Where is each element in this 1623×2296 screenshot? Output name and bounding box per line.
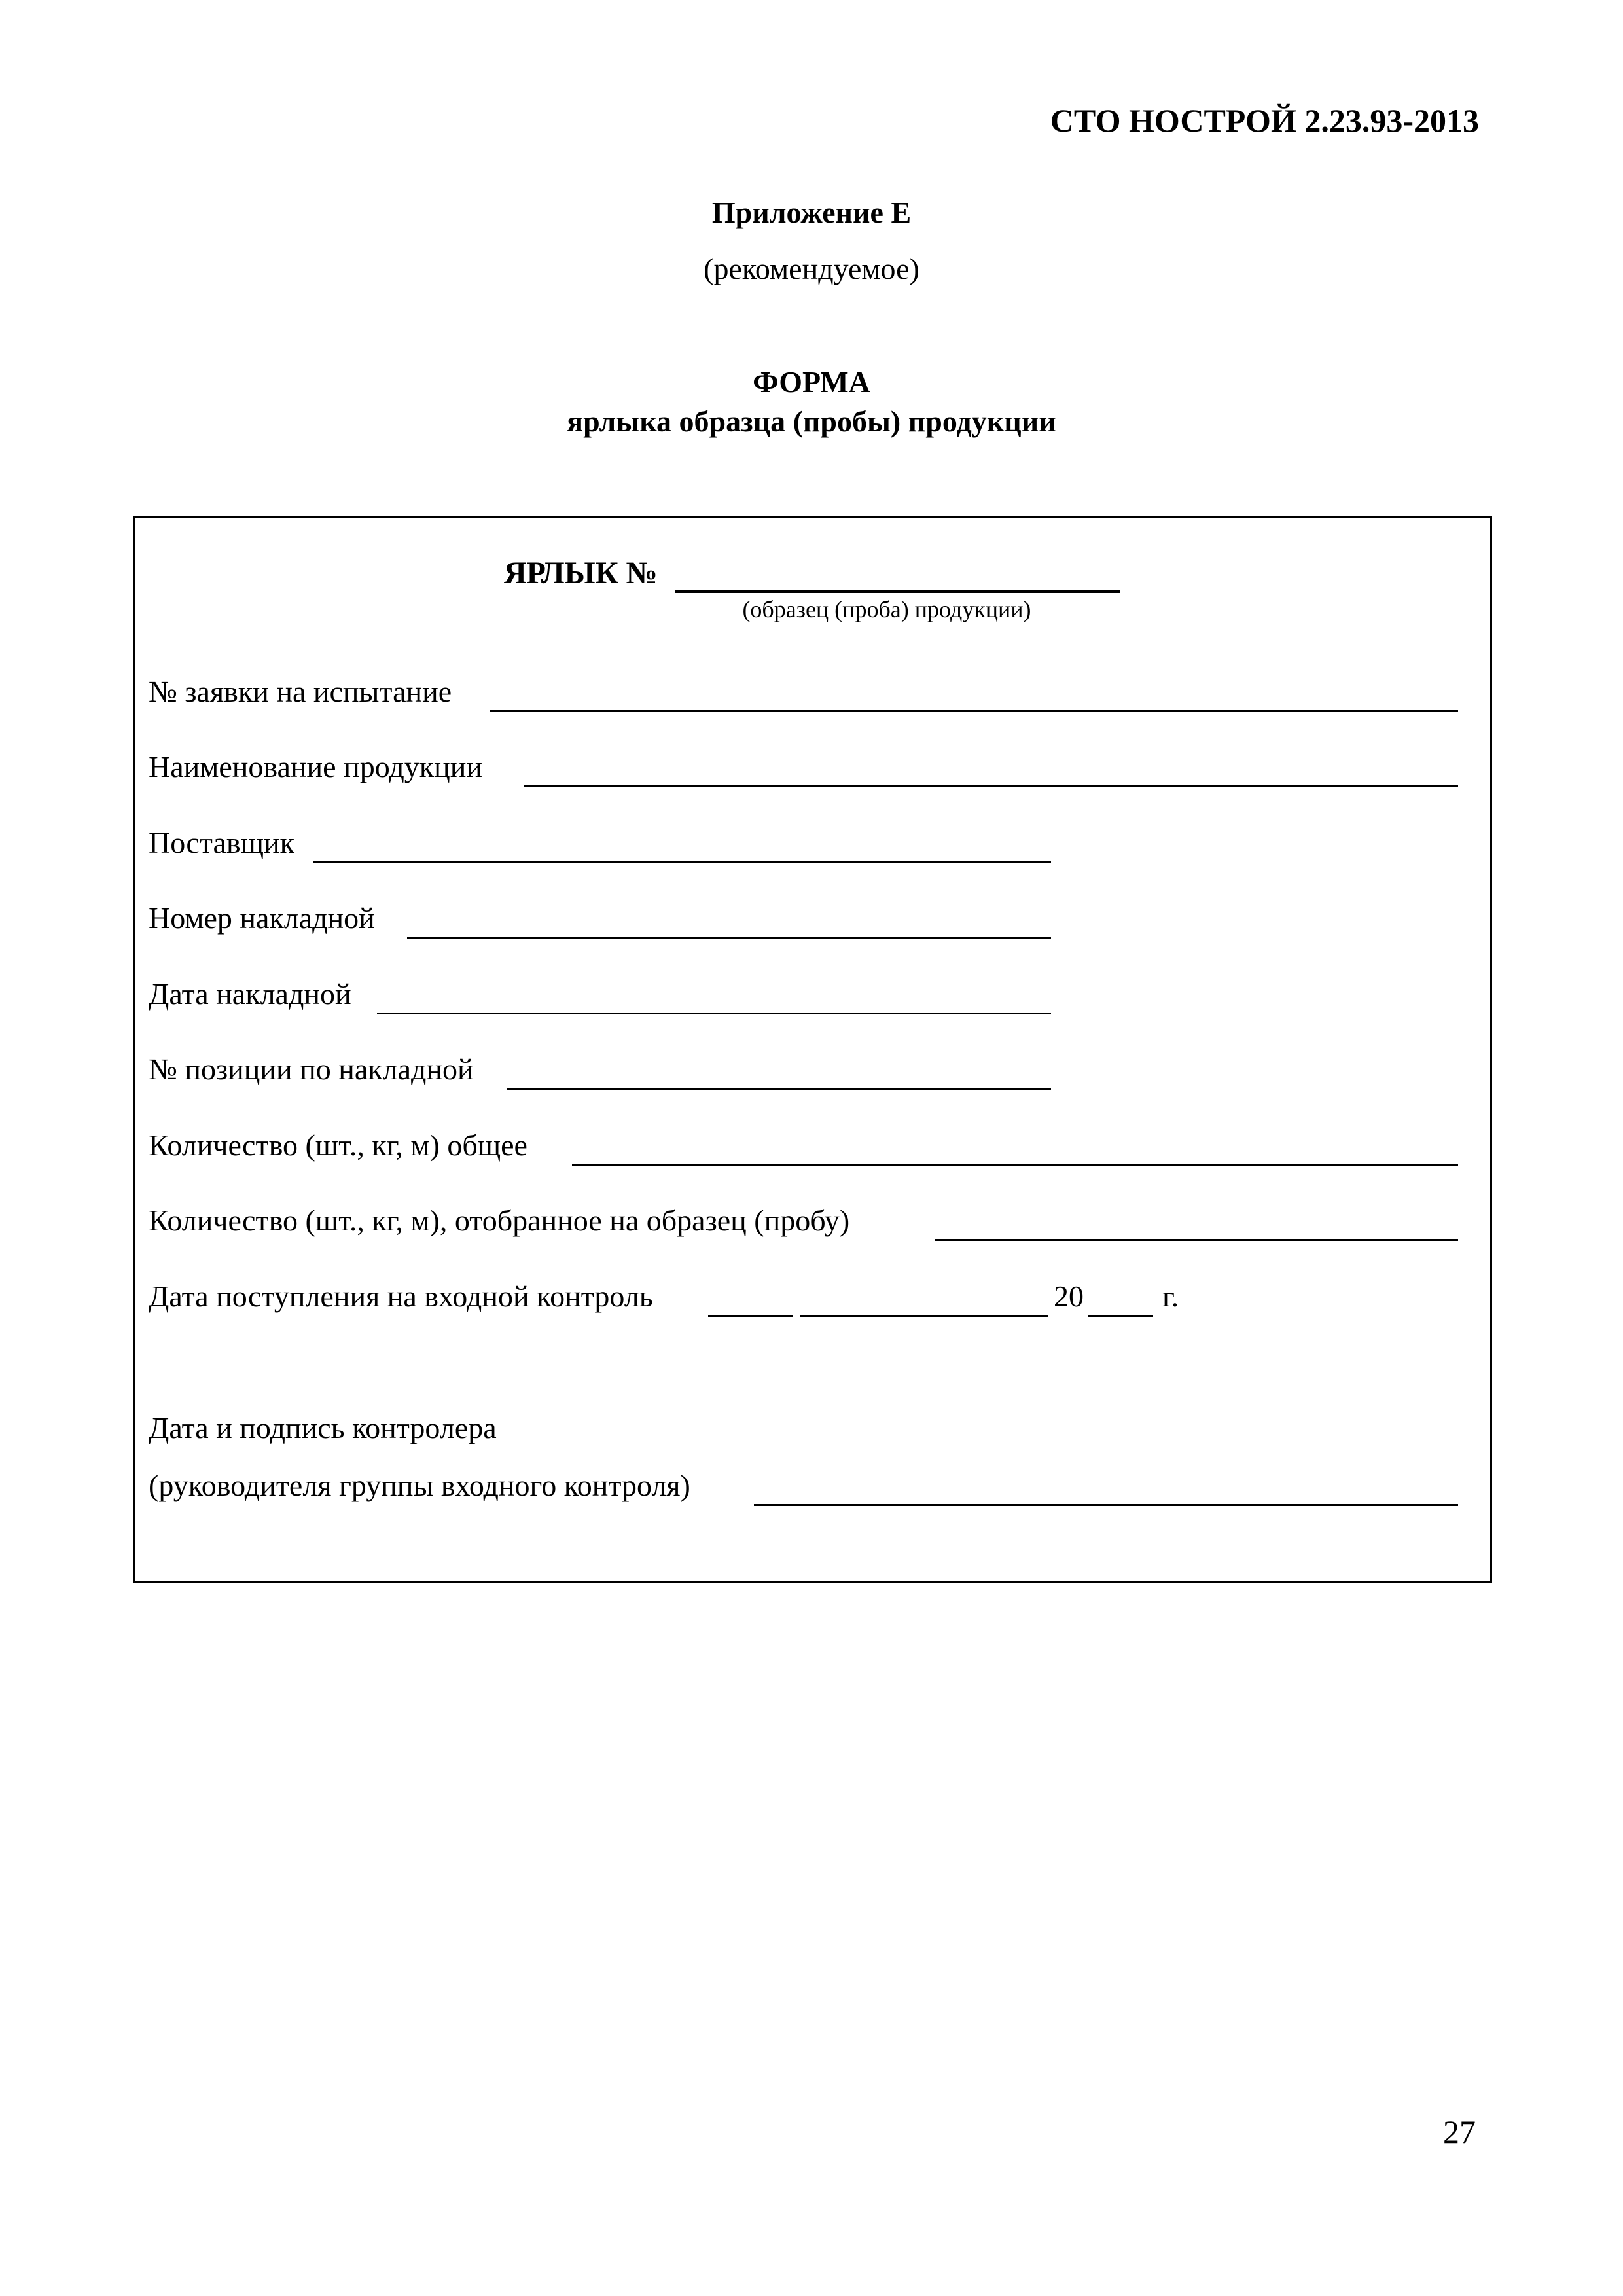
receipt-date-label: Дата поступления на входной контроль	[149, 1280, 653, 1313]
receipt-month-line[interactable]	[800, 1315, 1048, 1317]
form-title: ФОРМА	[753, 365, 870, 399]
invoice-number-label: Номер накладной	[149, 901, 375, 935]
label-caption: (образец (проба) продукции)	[742, 596, 1031, 622]
request-number-line[interactable]	[490, 710, 1458, 712]
form-subtitle: ярлыка образца (пробы) продукции	[567, 404, 1056, 438]
appendix-note: (рекомендуемое)	[704, 252, 919, 285]
quantity-sampled-line[interactable]	[935, 1239, 1458, 1241]
page-number: 27	[1443, 2113, 1476, 2150]
request-number-label: № заявки на испытание	[149, 675, 452, 708]
year-prefix: 20	[1054, 1280, 1084, 1313]
product-name-line[interactable]	[524, 785, 1458, 787]
quantity-total-label: Количество (шт., кг, м) общее	[149, 1128, 527, 1162]
year-suffix: г.	[1162, 1280, 1179, 1313]
label-title: ЯРЛЫК №	[504, 556, 658, 590]
quantity-sampled-label: Количество (шт., кг, м), отобранное на образец (пробу)	[149, 1204, 850, 1237]
quantity-total-line[interactable]	[572, 1164, 1458, 1166]
product-name-label: Наименование продукции	[149, 750, 482, 783]
invoice-date-line[interactable]	[377, 1013, 1051, 1014]
document-code: СТО НОСТРОЙ 2.23.93-2013	[1050, 102, 1479, 139]
invoice-position-label: № позиции по накладной	[149, 1052, 474, 1086]
label-number-line[interactable]	[675, 590, 1120, 593]
signature-label-line1: Дата и подпись контролера	[149, 1411, 497, 1444]
invoice-number-line[interactable]	[407, 937, 1051, 939]
supplier-line[interactable]	[313, 861, 1051, 863]
signature-line[interactable]	[754, 1504, 1458, 1506]
invoice-date-label: Дата накладной	[149, 977, 351, 1011]
receipt-year-line[interactable]	[1088, 1315, 1153, 1317]
invoice-position-line[interactable]	[507, 1088, 1051, 1090]
appendix-title: Приложение Е	[711, 196, 912, 229]
signature-label-line2: (руководителя группы входного контроля)	[149, 1469, 690, 1502]
receipt-day-line[interactable]	[708, 1315, 793, 1317]
supplier-label: Поставщик	[149, 826, 294, 859]
